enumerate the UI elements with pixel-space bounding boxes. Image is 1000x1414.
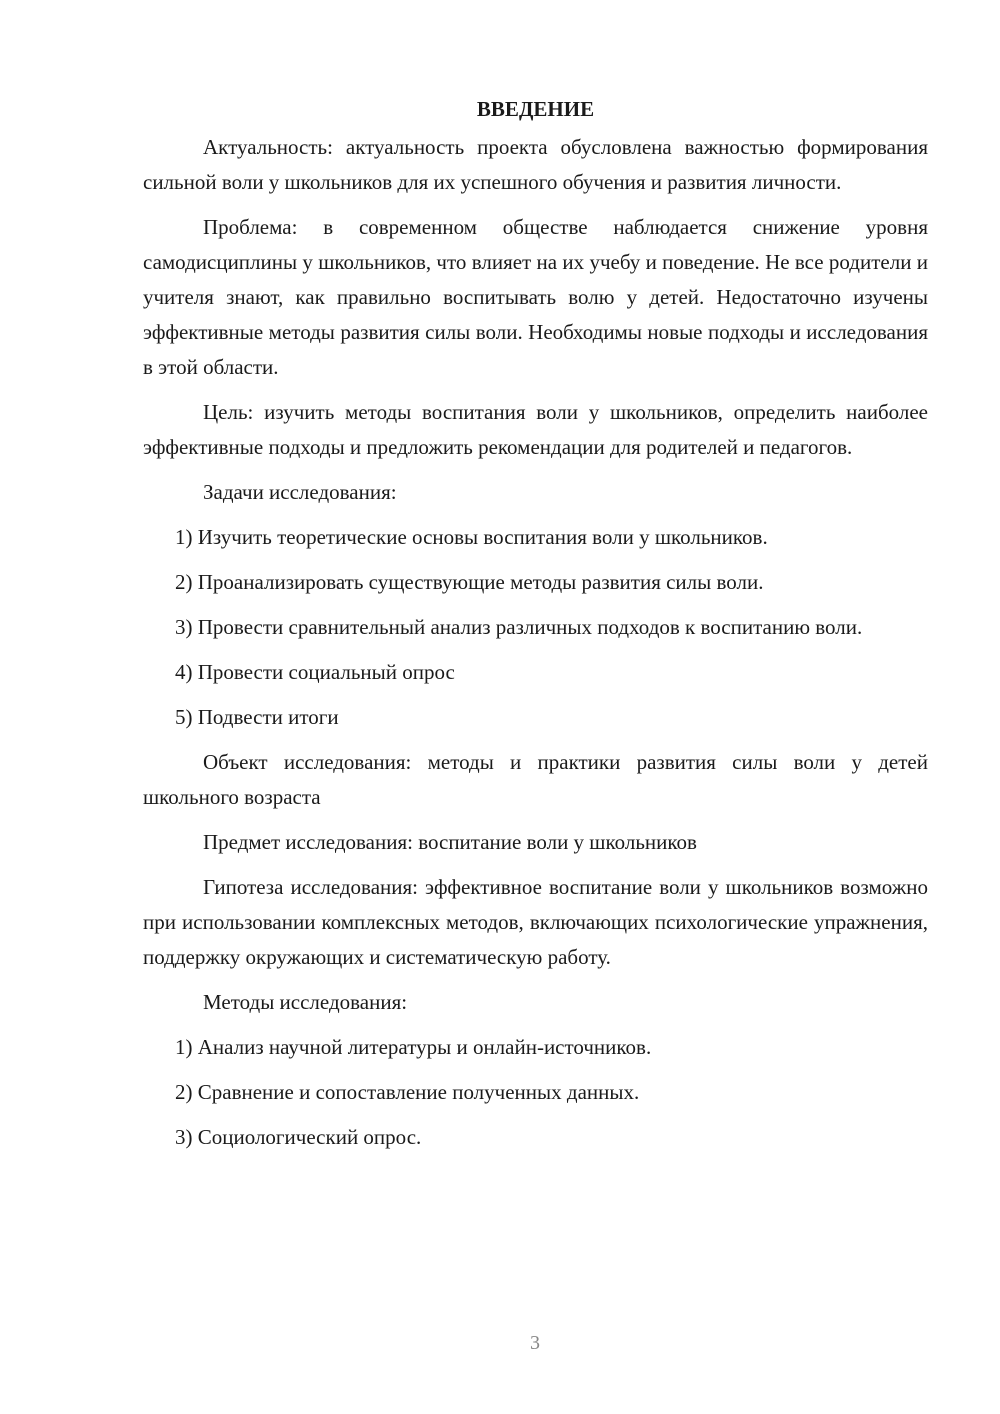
- task-item: 3) Провести сравнительный анализ различных подходов к воспитанию воли.: [175, 615, 863, 639]
- method-item: 2) Сравнение и сопоставление полученных данных.: [175, 1080, 640, 1104]
- task-item: 1) Изучить теоретические основы воспитания воли у школьников.: [175, 525, 768, 549]
- method-item: 3) Социологический опрос.: [175, 1125, 422, 1149]
- method-item: 1) Анализ научной литературы и онлайн-источников.: [175, 1035, 652, 1059]
- object-paragraph: Объект исследования: методы и практики развития силы воли у детей школьного возраста: [143, 750, 928, 809]
- problem-paragraph: Проблема: в современном обществе наблюдается снижение уровня самодисциплины у школьников, что влияет на их учебу и поведение. Не все родители и учителя знают, как правильно воспитывать волю у детей. Недостаточно изучены эффективные методы развития силы воли. Необходимы новые подходы и исследования в этой области.: [143, 215, 928, 379]
- hypothesis-paragraph: Гипотеза исследования: эффективное воспитание воли у школьников возможно при использовании комплексных методов, включающих психологические упражнения, поддержку окружающих и систематическую работу.: [143, 875, 928, 969]
- document-page: [143, 92, 928, 1165]
- goal-paragraph: Цель: изучить методы воспитания воли у школьников, определить наиболее эффективные подходы и предложить рекомендации для родителей и педагогов.: [143, 400, 928, 459]
- subject-paragraph: Предмет исследования: воспитание воли у школьников: [203, 830, 697, 854]
- task-item: 2) Проанализировать существующие методы развития силы воли.: [175, 570, 764, 594]
- methods-title: Методы исследования:: [203, 990, 408, 1014]
- task-item: 4) Провести социальный опрос: [175, 660, 455, 684]
- task-item: 5) Подвести итоги: [175, 705, 339, 729]
- tasks-title: Задачи исследования:: [203, 480, 397, 504]
- page-number: 3: [530, 1332, 540, 1354]
- relevance-paragraph: Актуальность: актуальность проекта обусловлена важностью формирования сильной воли у школьников для их успешного обучения и развития личности.: [143, 135, 928, 194]
- page-title: ВВЕДЕНИЕ: [476, 97, 595, 121]
